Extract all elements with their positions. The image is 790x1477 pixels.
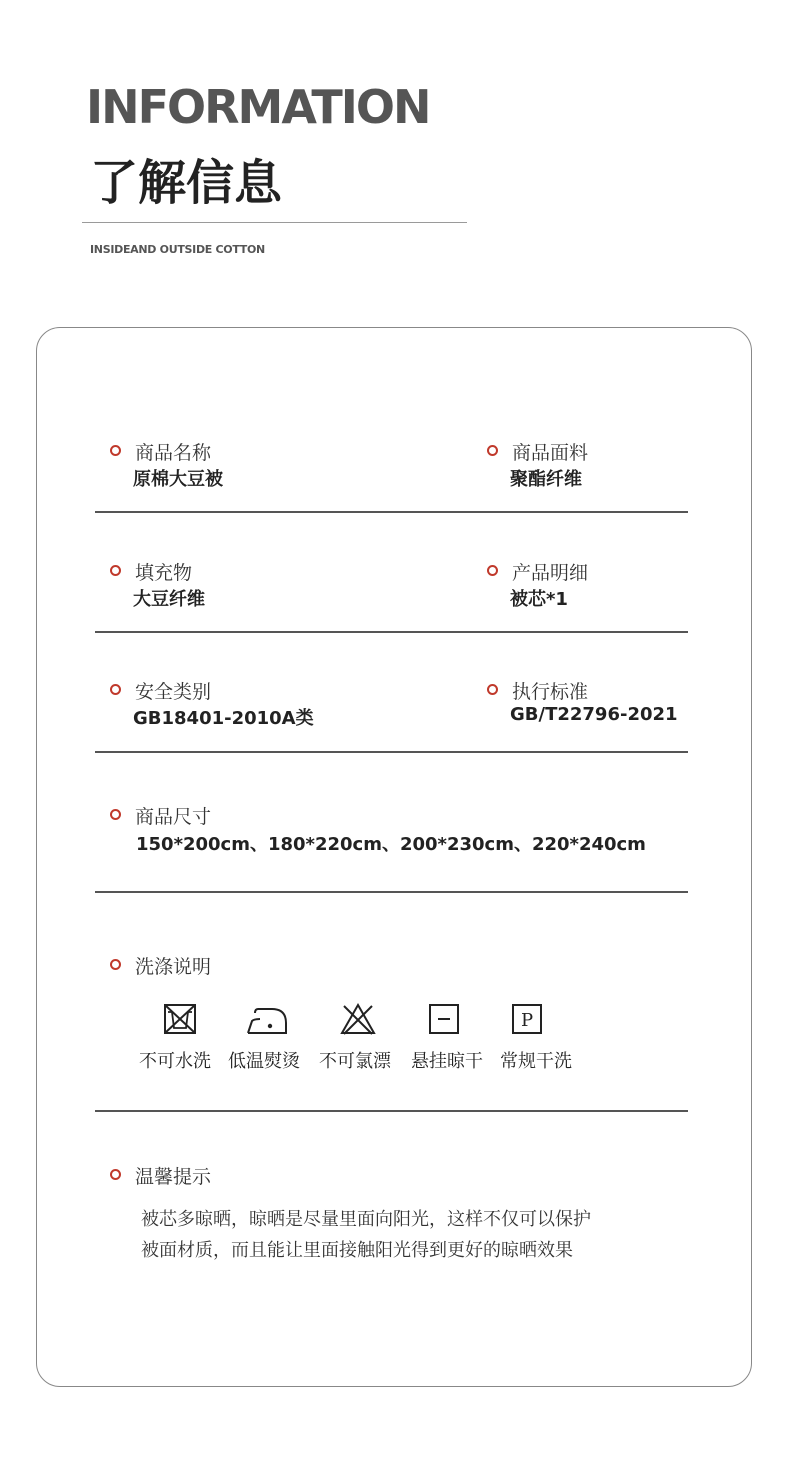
field-label: 执行标准 [512,681,589,703]
tips-label: 温馨提示 [135,1166,212,1188]
low-iron-icon [246,1005,288,1035]
row-divider [95,631,688,633]
care-item-label: 常规干洗 [500,1051,572,1072]
field-value: 原棉大豆被 [133,469,223,490]
field-value: 150*200cm、180*220cm、200*230cm、220*240cm [136,834,646,855]
bullet-icon [110,1169,121,1180]
field-value: 大豆纤维 [133,589,205,610]
field-value: 聚酯纤维 [510,469,582,490]
field-label: 商品面料 [512,442,589,464]
bullet-icon [110,959,121,970]
care-label: 洗涤说明 [135,956,212,978]
dry-clean-icon [511,1003,543,1035]
row-divider [95,891,688,893]
hang-dry-icon [428,1003,460,1035]
bullet-icon [110,445,121,456]
svg-text:P: P [520,1010,534,1031]
field-value: GB/T22796-2021 [510,704,678,725]
header-subtitle: INSIDEAND OUTSIDE COTTON [90,243,265,256]
care-item-label: 不可氯漂 [319,1051,391,1072]
row-divider [95,511,688,513]
bullet-icon [110,684,121,695]
care-item-label: 悬挂晾干 [411,1051,483,1072]
header-title-cn: 了解信息 [90,155,283,211]
bullet-icon [110,565,121,576]
no-bleach-icon [339,1002,377,1036]
field-label: 产品明细 [512,562,589,584]
field-value: 被芯*1 [510,589,568,610]
care-item-label: 低温熨烫 [228,1051,300,1072]
bullet-icon [487,684,498,695]
field-label: 商品名称 [135,442,212,464]
field-label: 填充物 [135,562,193,584]
header-divider [82,222,467,223]
row-divider [95,1110,688,1112]
row-divider [95,751,688,753]
tips-text-line: 被面材质，而且能让里面接触阳光得到更好的晾晒效果 [141,1240,573,1261]
field-label: 商品尺寸 [135,806,212,828]
field-value: GB18401-2010A类 [133,708,314,729]
header-title-en: INFORMATION [86,80,430,134]
bullet-icon [110,809,121,820]
bullet-icon [487,445,498,456]
tips-text-line: 被芯多晾晒，晾晒是尽量里面向阳光，这样不仅可以保护 [141,1209,591,1230]
bullet-icon [487,565,498,576]
no-wash-icon [163,1003,197,1035]
care-item-label: 不可水洗 [139,1051,211,1072]
field-label: 安全类别 [135,681,212,703]
